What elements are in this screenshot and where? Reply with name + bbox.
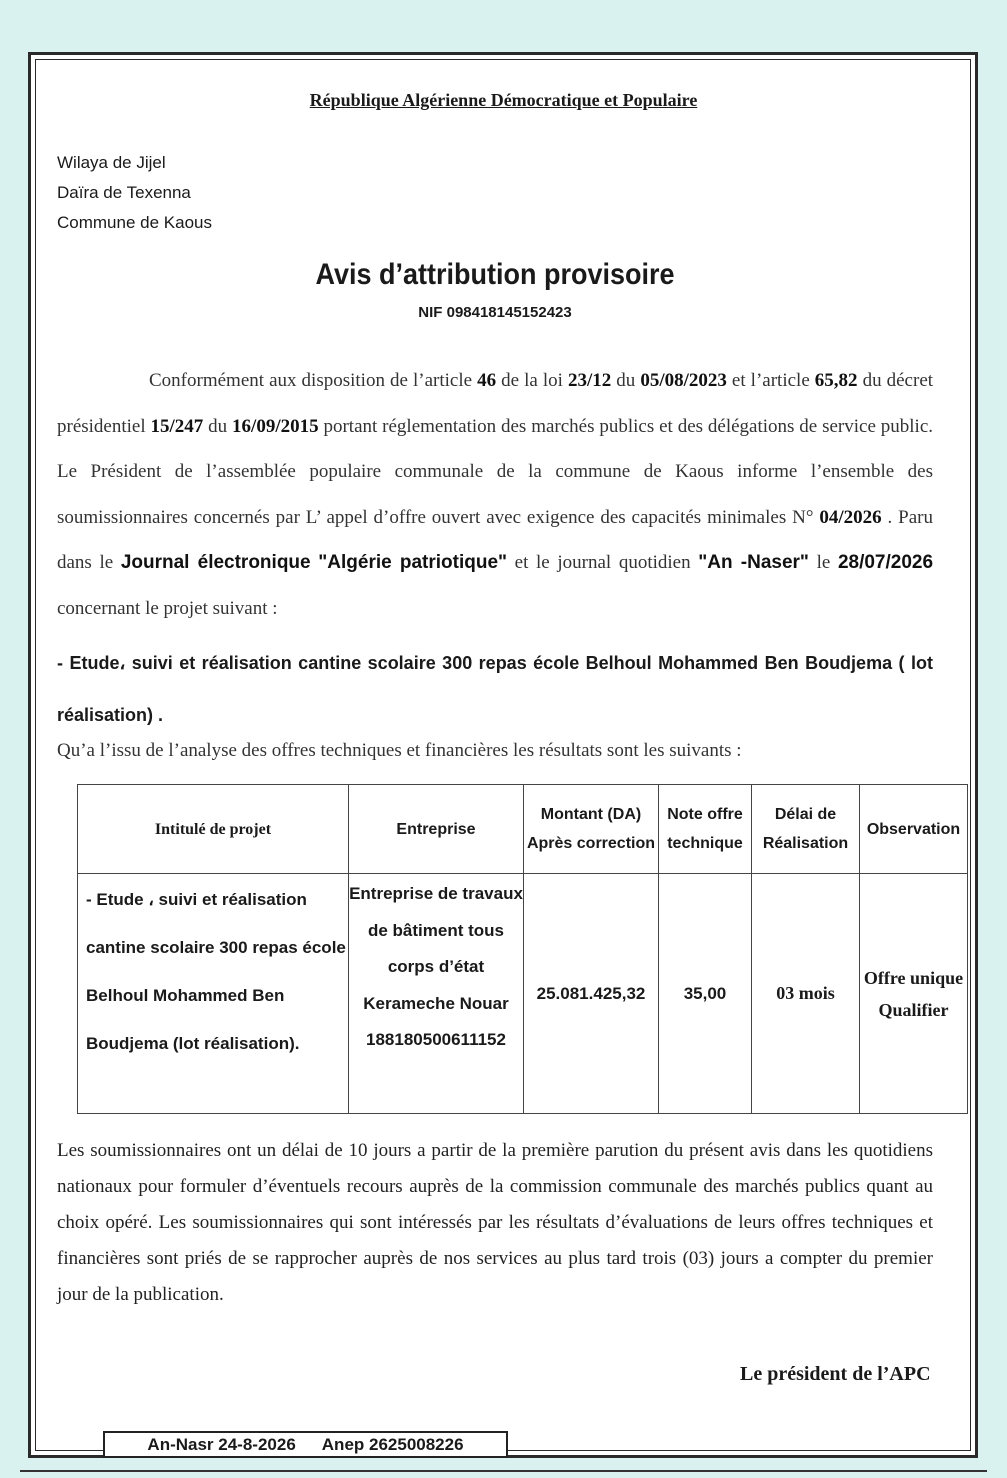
cell-delay: 03 mois [752,874,860,1114]
administrative-block [57,148,212,238]
electronic-journal: Journal électronique [120,552,311,574]
closing-paragraph: Les soumissionnaires ont un délai de 10 jours a partir de la première parution du présent avis dans les quotidiens nationaux pour formuler d’éventuels recours auprès de la commission communale des marchés publics quant au choix opéré. Les soumissionnaires qui sont intéressés par les résultats d’évaluations de leurs offres techniques et financières sont priés de se rapprocher auprès de nos services au plus tard trois (03) jours a compter du premier jour de la publication. [57,1140,933,1305]
analysis-sentence: Qu’a l’issu de l’analyse des offres techniques et financières les résultats sont les suivants : [57,740,742,761]
table-row [78,874,968,1114]
daily-newspaper-name: "An -Naser" [698,552,809,574]
anep-reference: Anep 2625008226 [321,1434,464,1454]
republic-heading: République Algérienne Démocratique et Populaire [309,90,698,110]
intro-text-8: . Paru dans le [57,506,933,574]
cell-score: 35,00 [659,874,752,1114]
header-amount: Montant (DA) Après correction [524,785,659,874]
law-date: 05/08/2023 [640,370,727,391]
article-2-number: 65,82 [814,370,858,391]
results-table [77,784,968,1114]
intro-text-3: du [611,370,641,391]
intro-text-6: du [203,415,233,437]
intro-text-11: concernant le projet suivant : [57,597,278,619]
law-number: 23/12 [567,370,612,391]
electronic-journal-name: "Algérie patriotique" [318,552,508,574]
commune-line: Commune de Kaous [57,213,212,232]
nif-number: NIF 098418145152423 [418,304,572,321]
decree-number: 15/247 [150,415,204,437]
publication-date: 28/07/2026 [837,552,934,574]
publication-stamp [103,1431,508,1458]
page-bottom-rule [20,1470,987,1472]
signature-line: Le président de l’APC [740,1363,931,1385]
intro-text-10: le [808,552,838,574]
daira-line: Daïra de Texenna [57,183,191,202]
cell-amount: 25.081.425,32 [524,874,659,1114]
header-score: Note offre technique [659,785,752,874]
publication-reference: An-Nasr 24-8-2026 [147,1434,296,1454]
intro-text-7: portant réglementation des marchés publics et des délégations de service public. Le Président de l’assemblée populaire communale de la commune de Kaous informe l’ensemble des soumissionnaires concernés par L’ appel d’offre ouvert avec exigence des capacités minimales N° [57,415,934,528]
intro-text-9: et le journal quotidien [507,552,699,574]
project-description: - Etude، suivi et réalisation cantine scolaire 300 repas école Belhoul Mohammed Ben Boudjema ( lot réalisation) . [57,653,933,725]
intro-text-4: et l’article [726,370,815,391]
header-project: Intitulé de projet [78,785,349,874]
decree-date: 16/09/2015 [232,415,319,437]
table-header-row [78,785,968,874]
intro-text-1: Conformément aux disposition de l’article [149,370,478,391]
header-company: Entreprise [349,785,524,874]
notice-title: Avis d’attribution provisoire [315,258,675,291]
tender-number: 04/2026 [819,506,882,528]
header-observation: Observation [860,785,968,874]
intro-paragraph [57,358,933,632]
header-delay: Délai de Réalisation [752,785,860,874]
wilaya-line: Wilaya de Jijel [57,153,166,172]
cell-observation: Offre unique Qualifier [860,874,968,1114]
intro-text-5: du décret présidentiel [57,370,934,437]
cell-company: Entreprise de travaux de bâtiment tous corps d’état Kerameche Nouar 188180500611152 [349,874,524,1114]
cell-project: - Etude ، suivi et réalisation cantine scolaire 300 repas école Belhoul Mohammed Ben Boudjema (lot réalisation). [78,874,349,1114]
article-number: 46 [477,370,497,391]
intro-text-2: de la loi [496,370,568,391]
